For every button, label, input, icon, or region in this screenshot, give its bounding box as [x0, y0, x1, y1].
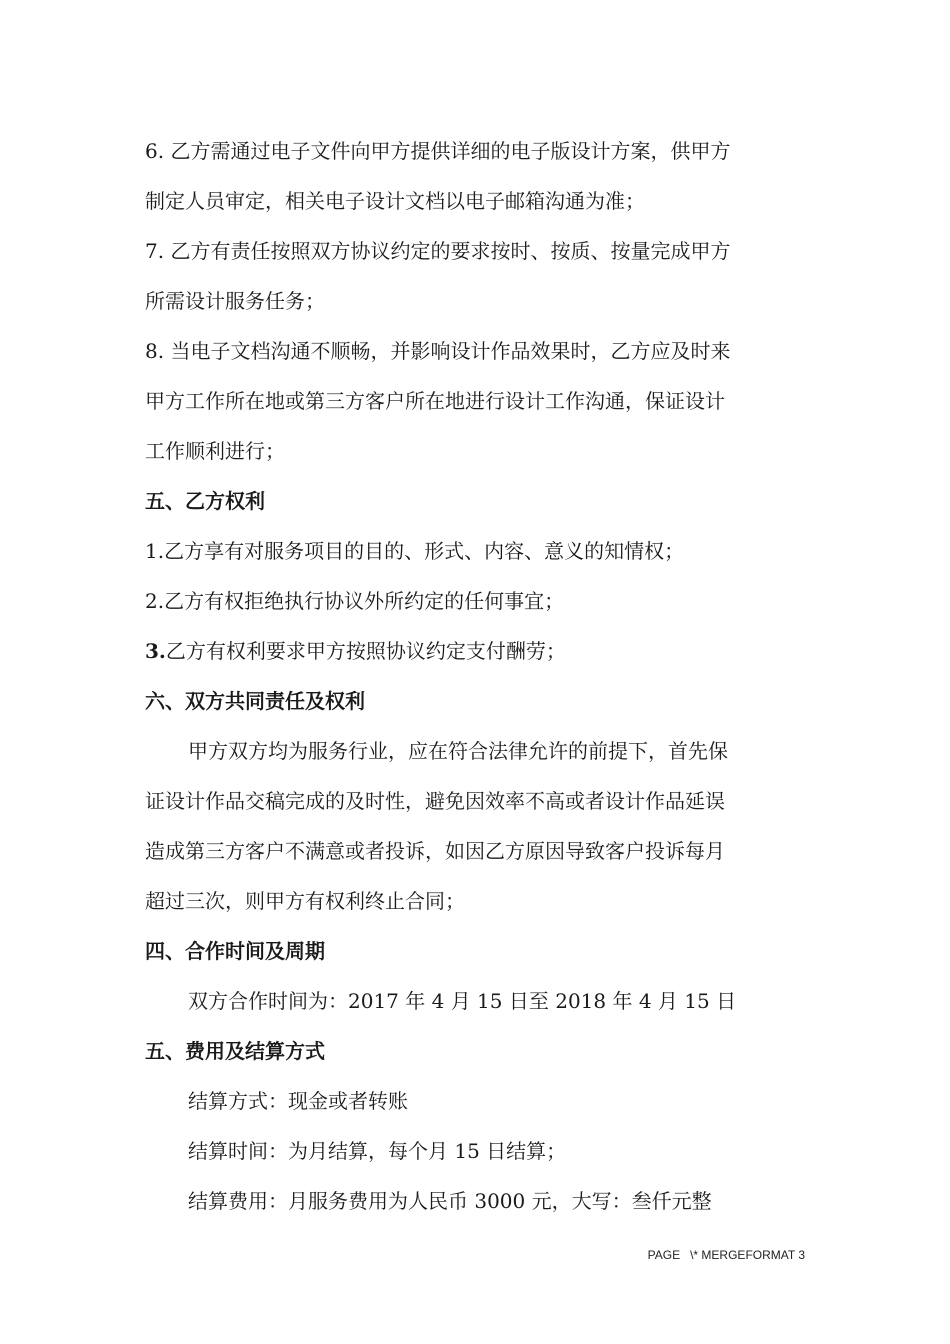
- payment-method: 结算方式：现金或者转账: [188, 1089, 408, 1113]
- payment-time: 结算时间：为月结算，每个月 15 日结算；: [188, 1139, 567, 1163]
- section-heading-joint-responsibility: 六、双方共同责任及权利: [145, 689, 365, 713]
- joint-para-line-2: 证设计作品交稿完成的及时性，避免因效率不高或者设计作品延误: [145, 789, 725, 813]
- section-heading-party-b-rights: 五、乙方权利: [145, 489, 265, 513]
- rights-item-1: 1.乙方享有对服务项目的目的、形式、内容、意义的知情权；: [145, 539, 685, 563]
- body-line-6: 甲方工作所在地或第三方客户所在地进行设计工作沟通，保证设计: [145, 389, 725, 413]
- rights-item-3-number: 3.: [145, 639, 166, 663]
- joint-para-line-4: 超过三次，则甲方有权利终止合同；: [145, 889, 465, 913]
- body-line-2: 制定人员审定，相关电子设计文档以电子邮箱沟通为准；: [145, 189, 645, 213]
- body-line-3: 7. 乙方有责任按照双方协议约定的要求按时、按质、按量完成甲方: [145, 239, 731, 263]
- body-line-7: 工作顺利进行；: [145, 439, 285, 463]
- section-heading-cooperation-period: 四、合作时间及周期: [145, 939, 325, 963]
- page-footer-field: PAGE \* MERGEFORMAT 3: [647, 1248, 805, 1262]
- joint-para-line-3: 造成第三方客户不满意或者投诉，如因乙方原因导致客户投诉每月: [145, 839, 725, 863]
- rights-item-2: 2.乙方有权拒绝执行协议外所约定的任何事宜；: [145, 589, 565, 613]
- payment-fee: 结算费用：月服务费用为人民币 3000 元，大写：叁仟元整: [188, 1189, 712, 1213]
- joint-para-line-1: 甲方双方均为服务行业，应在符合法律允许的前提下，首先保: [188, 739, 728, 763]
- rights-item-3: [145, 636, 810, 666]
- body-line-4: 所需设计服务任务；: [145, 289, 325, 313]
- cooperation-period-text: 双方合作时间为：2017 年 4 月 15 日至 2018 年 4 月 15 日: [188, 989, 737, 1013]
- rights-item-3-text: 乙方有权利要求甲方按照协议约定支付酬劳；: [165, 639, 566, 663]
- body-line-5: 8. 当电子文档沟通不顺畅，并影响设计作品效果时，乙方应及时来: [145, 339, 731, 363]
- section-heading-fees-settlement: 五、费用及结算方式: [145, 1039, 325, 1063]
- body-line-1: 6. 乙方需通过电子文件向甲方提供详细的电子版设计方案，供甲方: [145, 139, 731, 163]
